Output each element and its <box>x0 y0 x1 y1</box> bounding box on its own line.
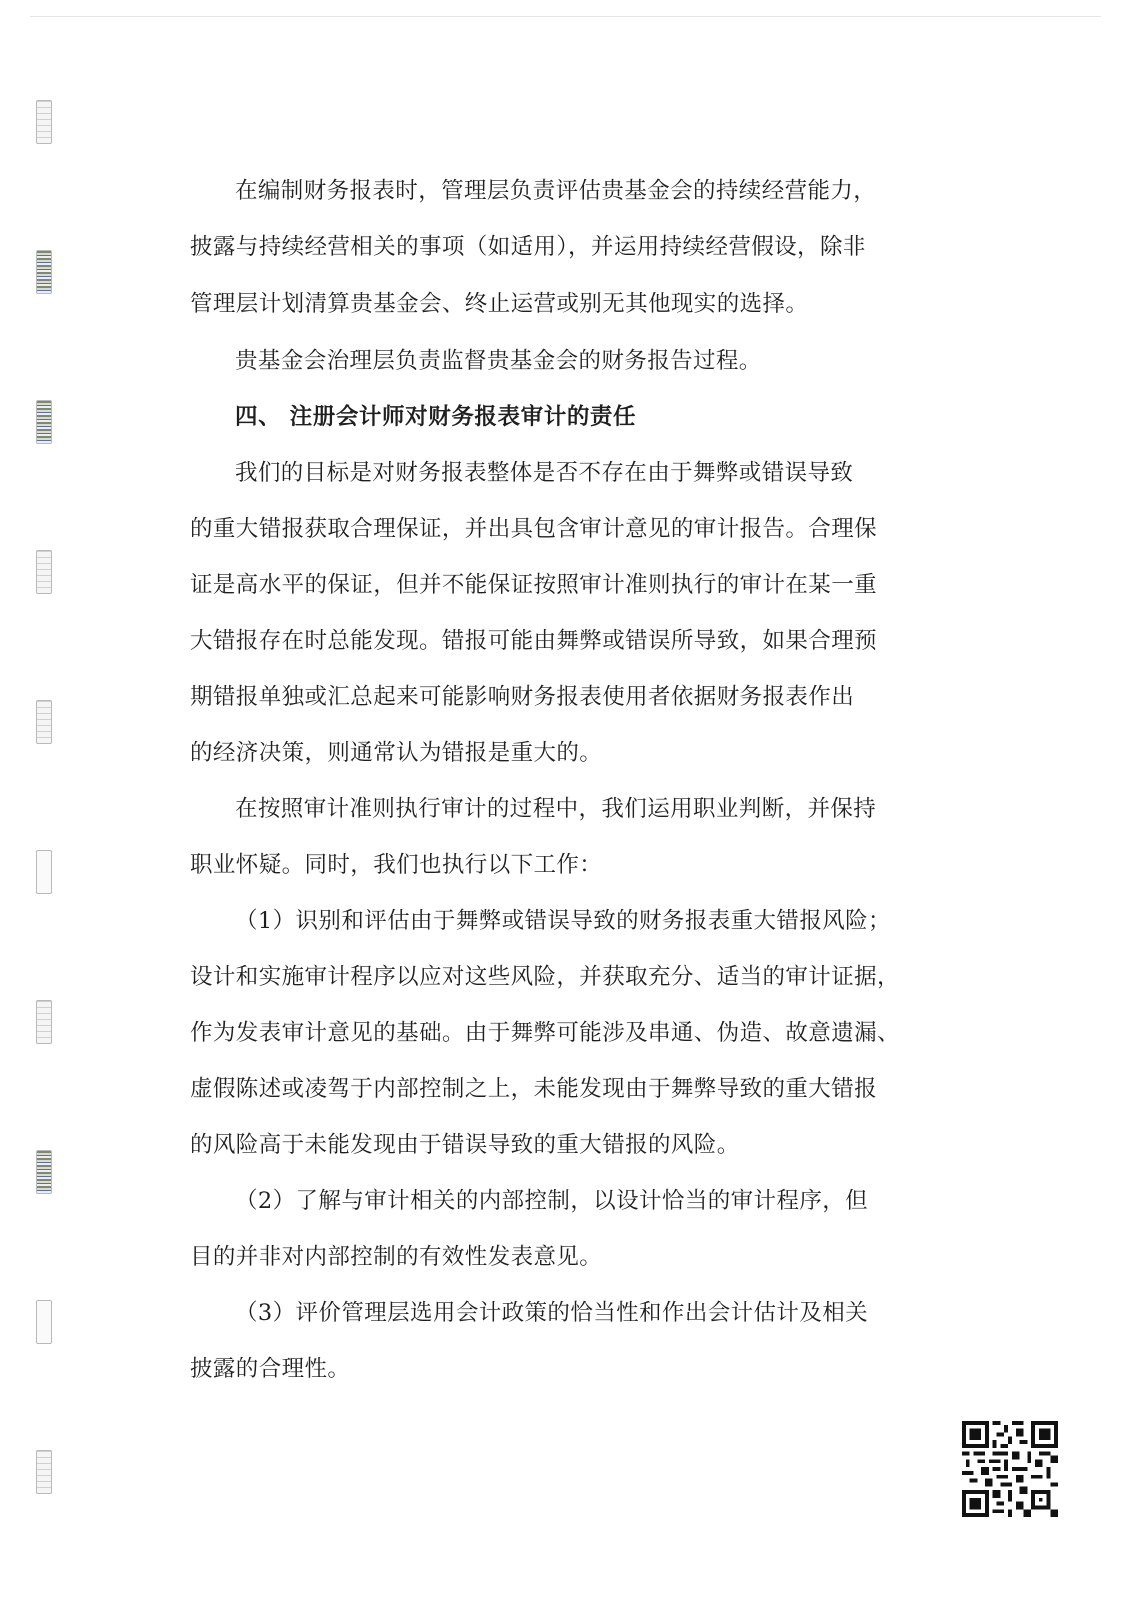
binding-hole-icon <box>36 1150 52 1194</box>
qr-code-icon <box>962 1421 1058 1517</box>
binding-hole-icon <box>36 250 52 294</box>
body-line: 披露与持续经营相关的事项（如适用），并运用持续经营假设，除非 <box>190 234 866 260</box>
binding-hole-icon <box>36 400 52 444</box>
section-heading: 四、 注册会计师对财务报表审计的责任 <box>235 404 637 430</box>
binding-hole-icon <box>36 700 52 744</box>
list-item: （1）识别和评估由于舞弊或错误导致的财务报表重大错报风险； <box>235 908 891 934</box>
top-rule <box>30 16 1101 17</box>
list-item: （2）了解与审计相关的内部控制，以设计恰当的审计程序，但 <box>235 1188 869 1214</box>
body-line: 的经济决策，则通常认为错报是重大的。 <box>190 740 603 766</box>
body-line: 在按照审计准则执行审计的过程中，我们运用职业判断，并保持 <box>235 796 877 822</box>
body-line: 作为发表审计意见的基础。由于舞弊可能涉及串通、伪造、故意遗漏、 <box>190 1020 900 1046</box>
binding-hole-icon <box>36 100 52 144</box>
body-line: 的风险高于未能发现由于错误导致的重大错报的风险。 <box>190 1132 740 1158</box>
body-line: 虚假陈述或凌驾于内部控制之上，未能发现由于舞弊导致的重大错报 <box>190 1076 878 1102</box>
body-line: 职业怀疑。同时，我们也执行以下工作： <box>190 852 603 878</box>
body-line: 大错报存在时总能发现。错报可能由舞弊或错误所导致，如果合理预 <box>190 628 878 654</box>
binding-hole-icon <box>36 1000 52 1044</box>
body-line: 披露的合理性。 <box>190 1356 351 1382</box>
body-line: 的重大错报获取合理保证，并出具包含审计意见的审计报告。合理保 <box>190 516 878 542</box>
body-line: 证是高水平的保证，但并不能保证按照审计准则执行的审计在某一重 <box>190 572 878 598</box>
body-line: 贵基金会治理层负责监督贵基金会的财务报告过程。 <box>235 348 762 374</box>
binding-hole-icon <box>36 550 52 594</box>
body-line: 管理层计划清算贵基金会、终止运营或别无其他现实的选择。 <box>190 291 809 317</box>
list-item: （3）评价管理层选用会计政策的恰当性和作出会计估计及相关 <box>235 1300 869 1326</box>
binding-hole-icon <box>36 1300 52 1344</box>
body-line: 期错报单独或汇总起来可能影响财务报表使用者依据财务报表作出 <box>190 684 855 710</box>
binding-hole-icon <box>36 1450 52 1494</box>
body-line: 目的并非对内部控制的有效性发表意见。 <box>190 1244 603 1270</box>
binding-hole-icon <box>36 850 52 894</box>
body-line: 我们的目标是对财务报表整体是否不存在由于舞弊或错误导致 <box>235 460 854 486</box>
body-line: 在编制财务报表时，管理层负责评估贵基金会的持续经营能力， <box>235 178 877 204</box>
body-line: 设计和实施审计程序以应对这些风险，并获取充分、适当的审计证据， <box>190 964 900 990</box>
